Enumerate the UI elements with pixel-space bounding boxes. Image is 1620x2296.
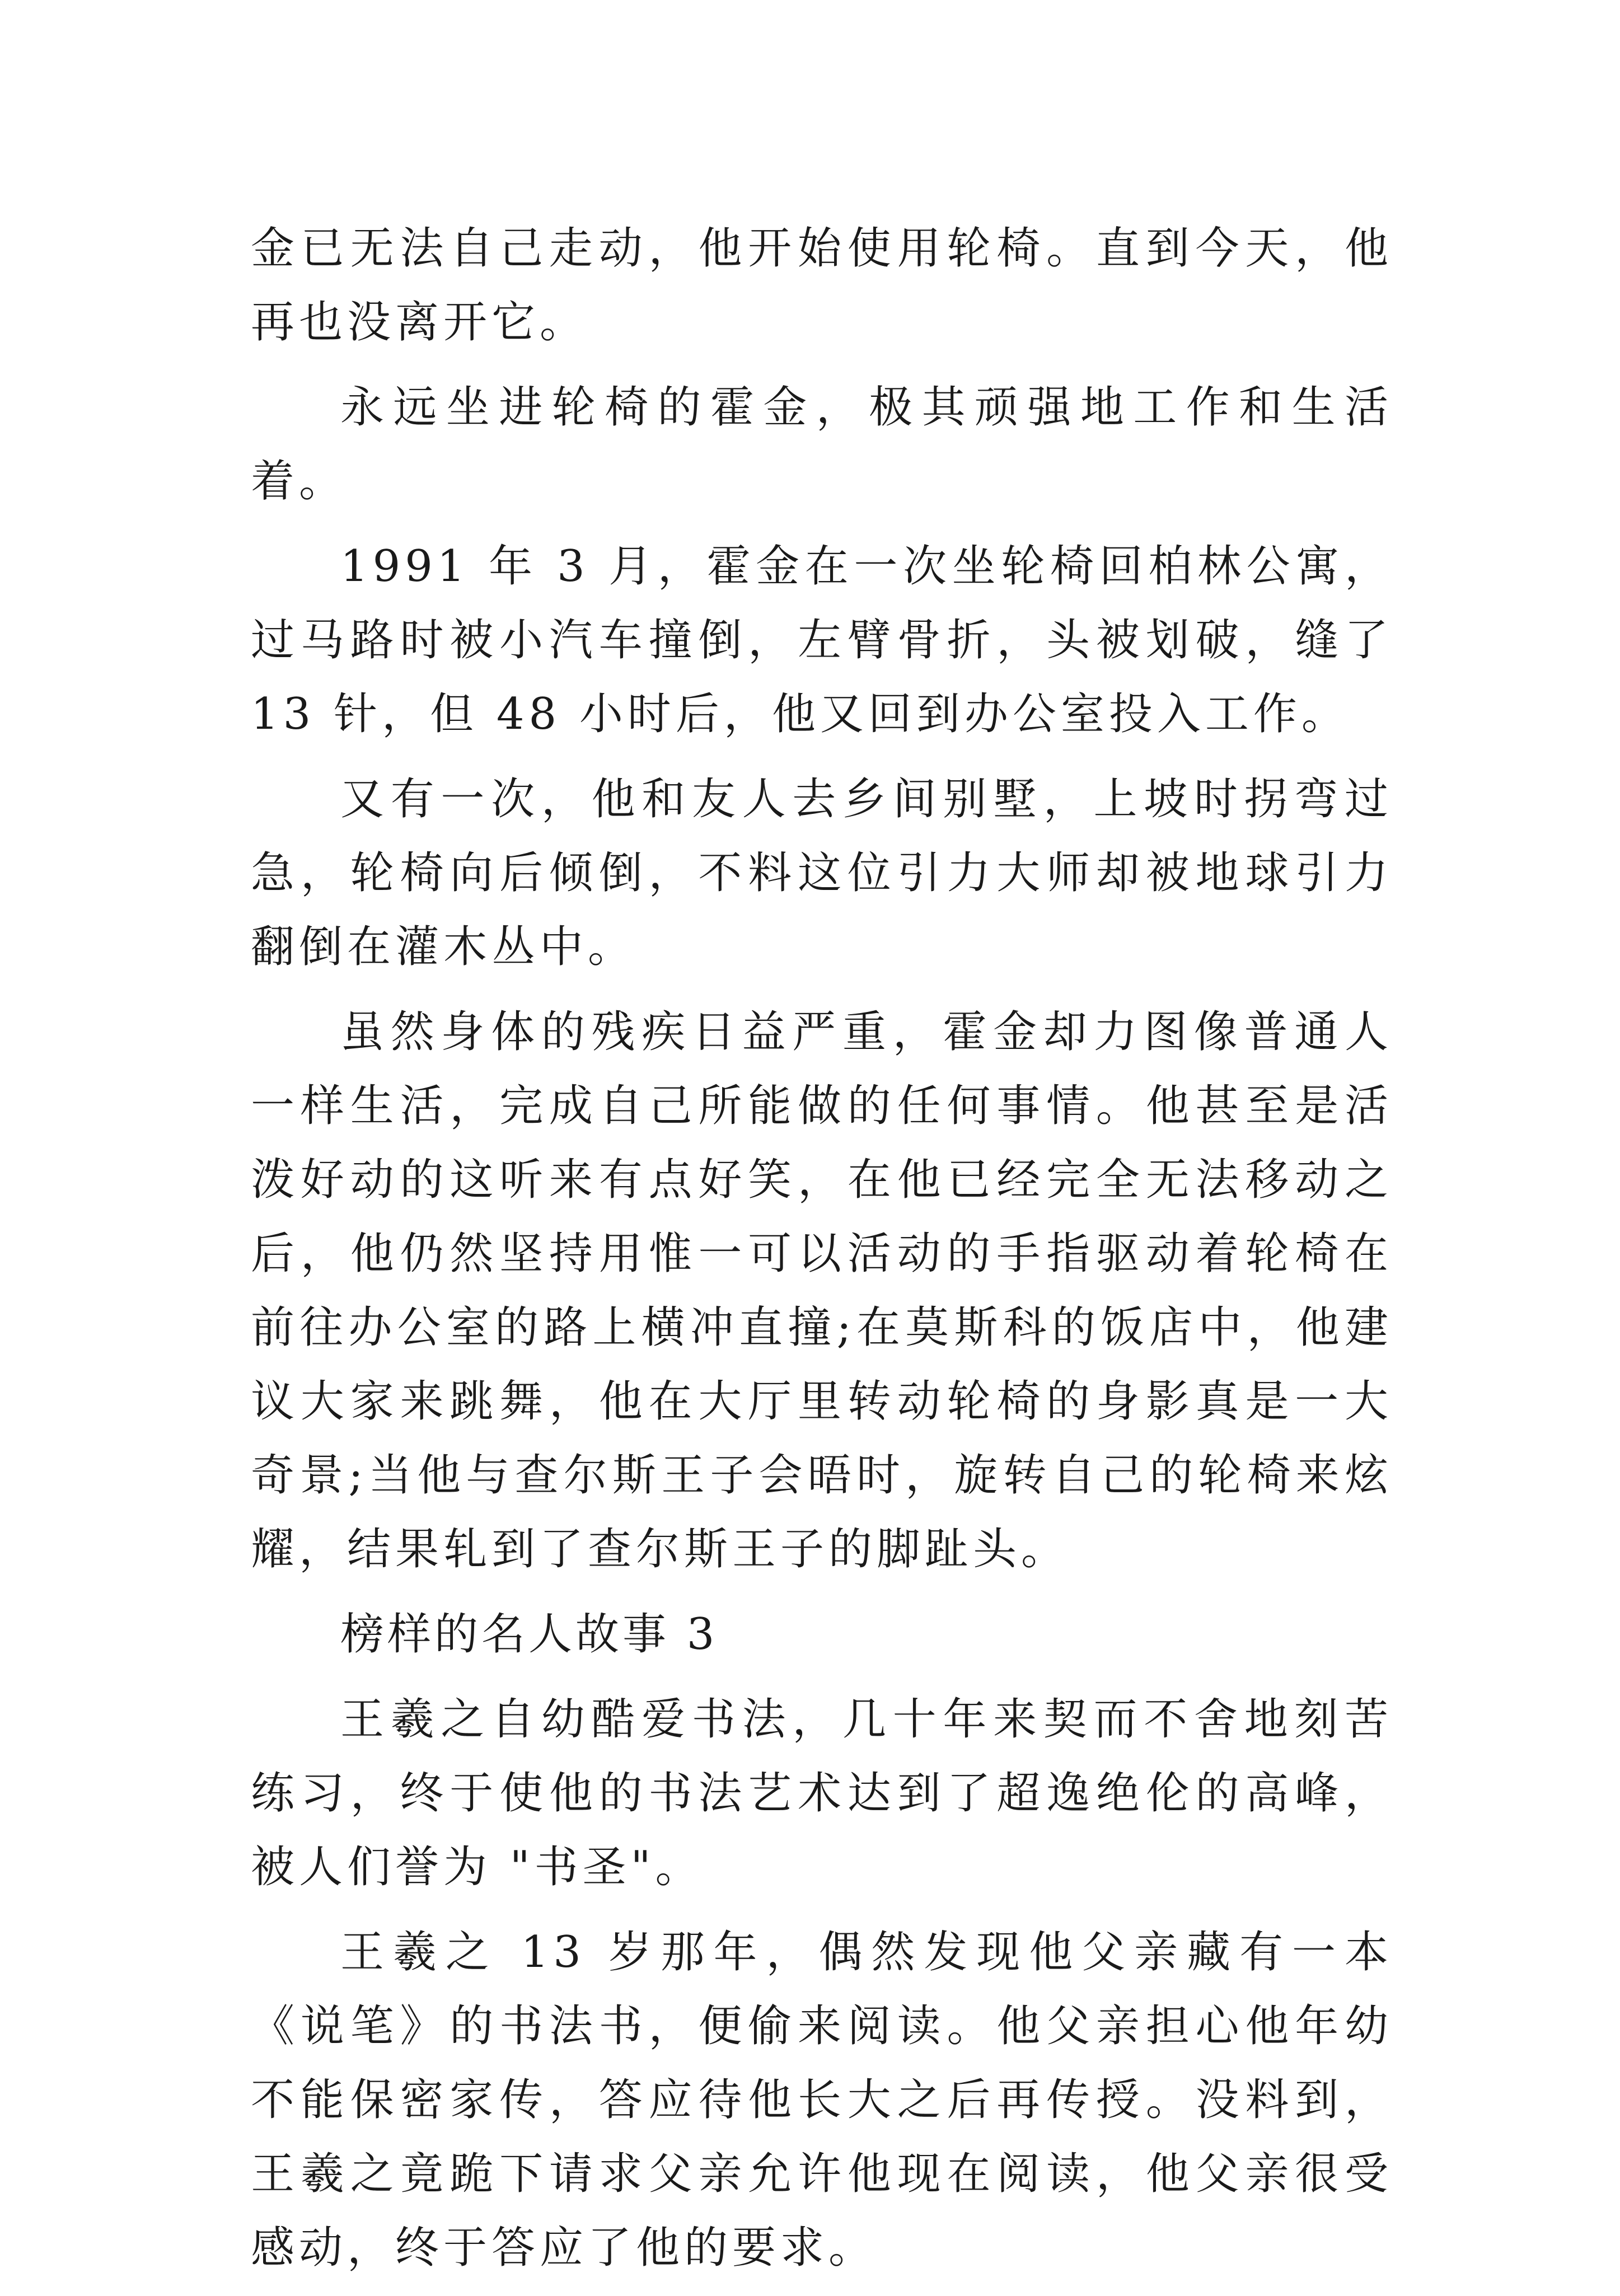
paragraph: 永远坐进轮椅的霍金，极其顽强地工作和生活着。	[251, 382, 1393, 507]
document-body	[251, 212, 1393, 2296]
paragraph: 1991 年 3 月，霍金在一次坐轮椅回柏林公寓，过马路时被小汽车撞倒，左臂骨折，头被划破，缝了 13 针，但 48 小时后，他又回到办公室投入工作。	[251, 541, 1393, 739]
paragraph: 又有一次，他和友人去乡间别墅，上坡时拐弯过急，轮椅向后倾倒，不料这位引力大师却被地球引力翻倒在灌木丛中。	[251, 774, 1393, 972]
paragraph: 王羲之 13 岁那年，偶然发现他父亲藏有一本《说笔》的书法书，便偷来阅读。他父亲担心他年幼不能保密家传，答应待他长大之后再传授。没料到，王羲之竟跪下请求父亲允许他现在阅读，他父亲很受感动，终于答应了他的要求。	[251, 1927, 1393, 2273]
paragraph: 金已无法自己走动，他开始使用轮椅。直到今天，他再也没离开它。	[251, 223, 1393, 348]
paragraph: 王羲之自幼酷爱书法，几十年来契而不舍地刻苦练习，终于使他的书法艺术达到了超逸绝伦的高峰，被人们誉为 "书圣"。	[251, 1694, 1393, 1892]
paragraph: 虽然身体的残疾日益严重，霍金却力图像普通人一样生活，完成自己所能做的任何事情。他甚至是活泼好动的这听来有点好笑，在他已经完全无法移动之后，他仍然坚持用惟一可以活动的手指驱动着轮椅在前往办公室的路上横冲直撞;在莫斯科的饭店中，他建议大家来跳舞，他在大厅里转动轮椅的身影真是一大奇景;当他与查尔斯王子会晤时，旋转自己的轮椅来炫耀，结果轧到了查尔斯王子的脚趾头。	[251, 1007, 1393, 1575]
section-heading: 榜样的名人故事 3	[340, 1609, 718, 1660]
